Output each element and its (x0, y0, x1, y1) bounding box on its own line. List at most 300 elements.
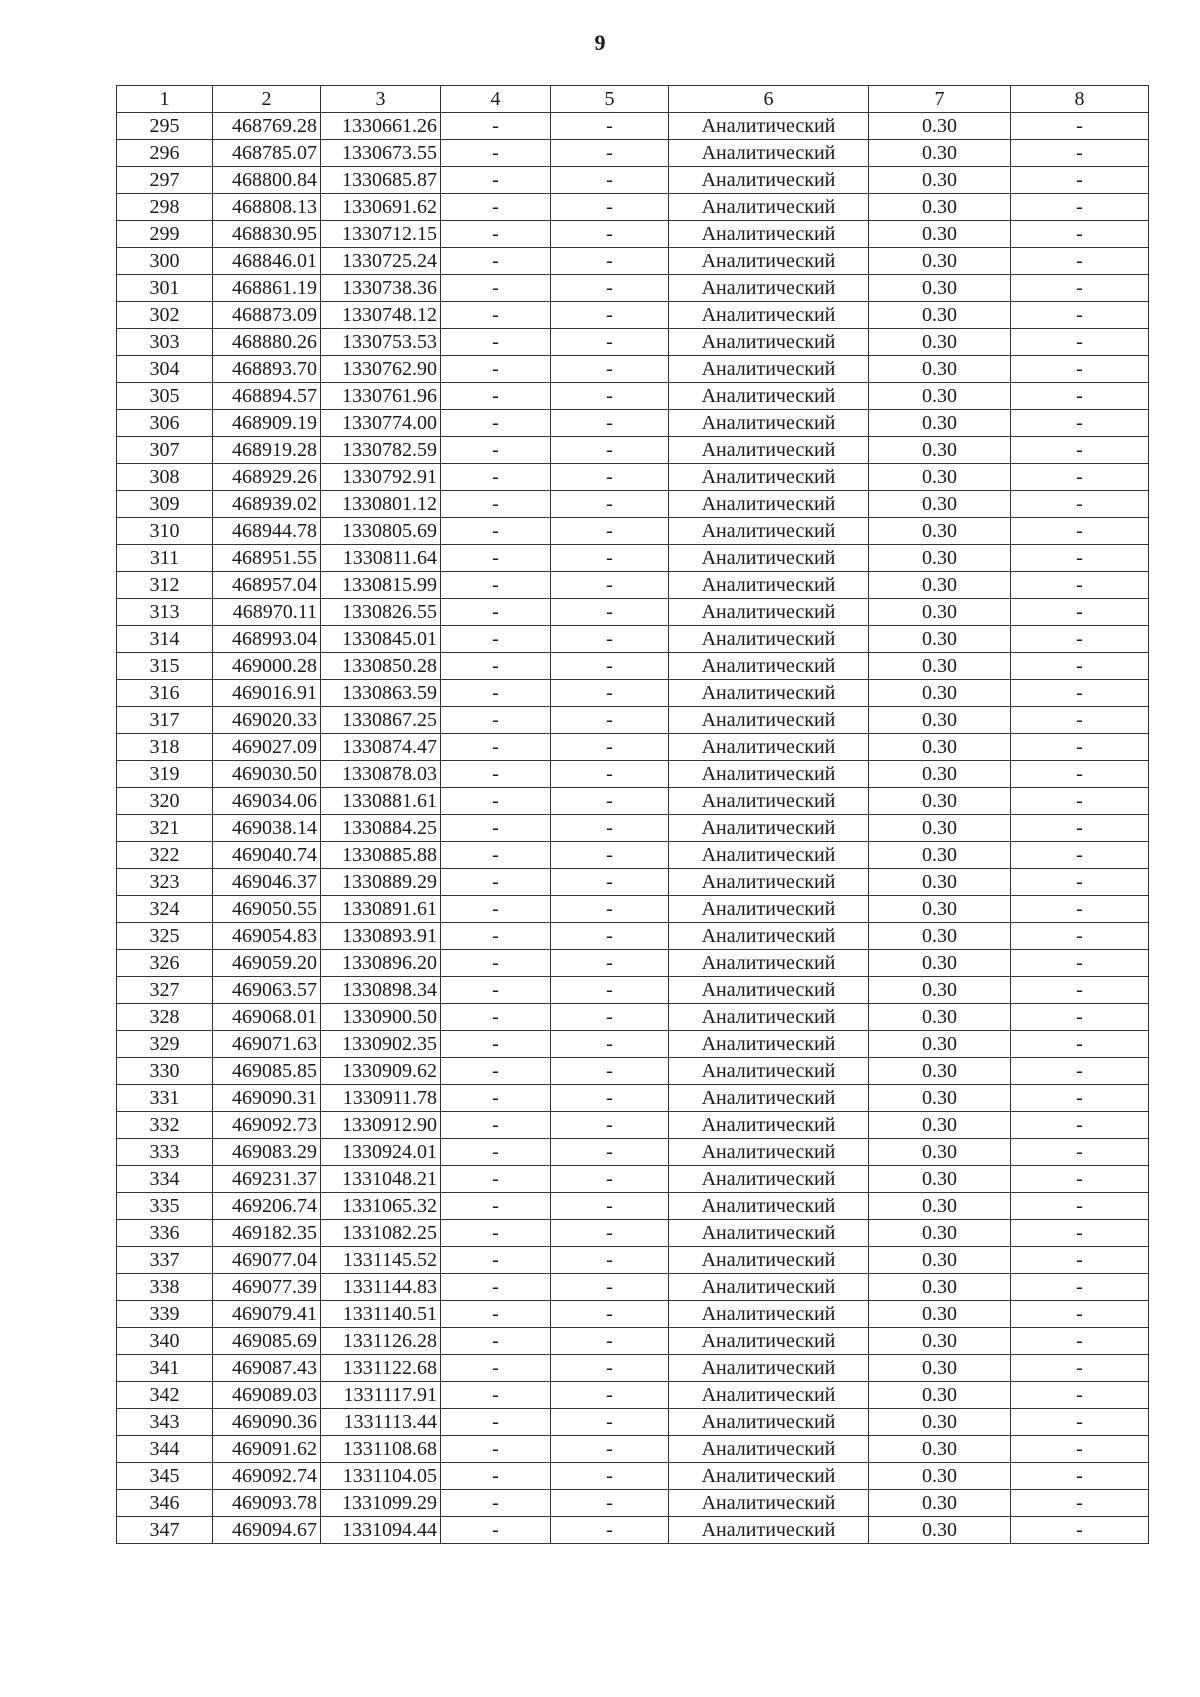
x-coordinate-cell: 469016.91 (213, 680, 321, 707)
cell: - (551, 1382, 669, 1409)
table-row (117, 1247, 1149, 1274)
cell: - (551, 707, 669, 734)
accuracy-cell: 0.30 (869, 572, 1011, 599)
method-cell: Аналитический (669, 491, 869, 518)
point-number-cell: 337 (117, 1247, 213, 1274)
accuracy-cell: 0.30 (869, 1409, 1011, 1436)
x-coordinate-cell: 469050.55 (213, 896, 321, 923)
cell: - (1011, 545, 1149, 572)
cell: - (1011, 1382, 1149, 1409)
accuracy-cell: 0.30 (869, 1355, 1011, 1382)
x-coordinate-cell: 469085.69 (213, 1328, 321, 1355)
method-cell: Аналитический (669, 167, 869, 194)
point-number-cell: 335 (117, 1193, 213, 1220)
y-coordinate-cell: 1330878.03 (321, 761, 441, 788)
cell: - (441, 491, 551, 518)
cell: - (1011, 275, 1149, 302)
accuracy-cell: 0.30 (869, 1382, 1011, 1409)
x-coordinate-cell: 468808.13 (213, 194, 321, 221)
cell: - (551, 815, 669, 842)
accuracy-cell: 0.30 (869, 383, 1011, 410)
method-cell: Аналитический (669, 1193, 869, 1220)
table-row (117, 761, 1149, 788)
cell: - (1011, 1301, 1149, 1328)
x-coordinate-cell: 468929.26 (213, 464, 321, 491)
y-coordinate-cell: 1331145.52 (321, 1247, 441, 1274)
cell: - (551, 275, 669, 302)
cell: - (1011, 1085, 1149, 1112)
cell: - (551, 437, 669, 464)
method-cell: Аналитический (669, 1058, 869, 1085)
cell: - (551, 599, 669, 626)
table-row (117, 923, 1149, 950)
cell: - (441, 1517, 551, 1544)
point-number-cell: 338 (117, 1274, 213, 1301)
point-number-cell: 300 (117, 248, 213, 275)
table-row (117, 977, 1149, 1004)
cell: - (1011, 1463, 1149, 1490)
x-coordinate-cell: 469094.67 (213, 1517, 321, 1544)
cell: - (551, 518, 669, 545)
accuracy-cell: 0.30 (869, 842, 1011, 869)
method-cell: Аналитический (669, 383, 869, 410)
point-number-cell: 340 (117, 1328, 213, 1355)
method-cell: Аналитический (669, 1220, 869, 1247)
method-cell: Аналитический (669, 1247, 869, 1274)
cell: - (1011, 518, 1149, 545)
cell: - (1011, 1031, 1149, 1058)
point-number-cell: 319 (117, 761, 213, 788)
cell: - (441, 275, 551, 302)
cell: - (1011, 1490, 1149, 1517)
accuracy-cell: 0.30 (869, 896, 1011, 923)
point-number-cell: 309 (117, 491, 213, 518)
accuracy-cell: 0.30 (869, 1220, 1011, 1247)
cell: - (551, 1166, 669, 1193)
point-number-cell: 339 (117, 1301, 213, 1328)
cell: - (1011, 356, 1149, 383)
method-cell: Аналитический (669, 734, 869, 761)
table-row (117, 896, 1149, 923)
x-coordinate-cell: 468800.84 (213, 167, 321, 194)
y-coordinate-cell: 1330891.61 (321, 896, 441, 923)
y-coordinate-cell: 1330911.78 (321, 1085, 441, 1112)
method-cell: Аналитический (669, 572, 869, 599)
method-cell: Аналитический (669, 1517, 869, 1544)
method-cell: Аналитический (669, 1139, 869, 1166)
y-coordinate-cell: 1330691.62 (321, 194, 441, 221)
cell: - (1011, 1355, 1149, 1382)
accuracy-cell: 0.30 (869, 1517, 1011, 1544)
cell: - (551, 410, 669, 437)
cell: - (441, 707, 551, 734)
table-row (117, 950, 1149, 977)
table-row (117, 1031, 1149, 1058)
method-cell: Аналитический (669, 248, 869, 275)
method-cell: Аналитический (669, 1274, 869, 1301)
point-number-cell: 297 (117, 167, 213, 194)
method-cell: Аналитический (669, 140, 869, 167)
point-number-cell: 320 (117, 788, 213, 815)
point-number-cell: 299 (117, 221, 213, 248)
table-row (117, 1085, 1149, 1112)
y-coordinate-cell: 1330924.01 (321, 1139, 441, 1166)
accuracy-cell: 0.30 (869, 707, 1011, 734)
point-number-cell: 313 (117, 599, 213, 626)
method-cell: Аналитический (669, 1355, 869, 1382)
cell: - (441, 599, 551, 626)
cell: - (551, 356, 669, 383)
cell: - (551, 383, 669, 410)
table-row (117, 113, 1149, 140)
column-header: 7 (869, 86, 1011, 113)
cell: - (441, 302, 551, 329)
cell: - (1011, 1274, 1149, 1301)
x-coordinate-cell: 468893.70 (213, 356, 321, 383)
table-row (117, 140, 1149, 167)
point-number-cell: 304 (117, 356, 213, 383)
x-coordinate-cell: 468951.55 (213, 545, 321, 572)
cell: - (1011, 761, 1149, 788)
cell: - (551, 1463, 669, 1490)
column-header: 4 (441, 86, 551, 113)
y-coordinate-cell: 1330761.96 (321, 383, 441, 410)
y-coordinate-cell: 1331113.44 (321, 1409, 441, 1436)
cell: - (1011, 977, 1149, 1004)
cell: - (1011, 1436, 1149, 1463)
method-cell: Аналитический (669, 302, 869, 329)
cell: - (441, 1274, 551, 1301)
cell: - (1011, 572, 1149, 599)
y-coordinate-cell: 1330801.12 (321, 491, 441, 518)
cell: - (551, 1247, 669, 1274)
table-row (117, 599, 1149, 626)
x-coordinate-cell: 469090.36 (213, 1409, 321, 1436)
cell: - (551, 1139, 669, 1166)
cell: - (551, 1004, 669, 1031)
cell: - (1011, 707, 1149, 734)
x-coordinate-cell: 469034.06 (213, 788, 321, 815)
method-cell: Аналитический (669, 1328, 869, 1355)
x-coordinate-cell: 468769.28 (213, 113, 321, 140)
point-number-cell: 310 (117, 518, 213, 545)
x-coordinate-cell: 468970.11 (213, 599, 321, 626)
cell: - (441, 923, 551, 950)
point-number-cell: 324 (117, 896, 213, 923)
point-number-cell: 306 (117, 410, 213, 437)
cell: - (441, 410, 551, 437)
point-number-cell: 331 (117, 1085, 213, 1112)
cell: - (1011, 140, 1149, 167)
accuracy-cell: 0.30 (869, 221, 1011, 248)
cell: - (551, 842, 669, 869)
point-number-cell: 307 (117, 437, 213, 464)
y-coordinate-cell: 1331104.05 (321, 1463, 441, 1490)
cell: - (551, 167, 669, 194)
accuracy-cell: 0.30 (869, 788, 1011, 815)
cell: - (1011, 221, 1149, 248)
x-coordinate-cell: 469206.74 (213, 1193, 321, 1220)
cell: - (441, 356, 551, 383)
cell: - (1011, 1193, 1149, 1220)
y-coordinate-cell: 1330896.20 (321, 950, 441, 977)
point-number-cell: 336 (117, 1220, 213, 1247)
x-coordinate-cell: 469020.33 (213, 707, 321, 734)
table-row (117, 1139, 1149, 1166)
point-number-cell: 312 (117, 572, 213, 599)
y-coordinate-cell: 1330774.00 (321, 410, 441, 437)
cell: - (551, 680, 669, 707)
cell: - (551, 1517, 669, 1544)
x-coordinate-cell: 469063.57 (213, 977, 321, 1004)
point-number-cell: 342 (117, 1382, 213, 1409)
method-cell: Аналитический (669, 545, 869, 572)
method-cell: Аналитический (669, 599, 869, 626)
table-row (117, 248, 1149, 275)
cell: - (441, 1355, 551, 1382)
point-number-cell: 328 (117, 1004, 213, 1031)
page-number: 9 (594, 30, 606, 55)
table-row (117, 1112, 1149, 1139)
method-cell: Аналитический (669, 950, 869, 977)
cell: - (1011, 410, 1149, 437)
point-number-cell: 314 (117, 626, 213, 653)
table-row (117, 1220, 1149, 1247)
cell: - (1011, 194, 1149, 221)
cell: - (441, 140, 551, 167)
table-row (117, 1436, 1149, 1463)
table-row (117, 1463, 1149, 1490)
cell: - (551, 977, 669, 1004)
cell: - (551, 653, 669, 680)
x-coordinate-cell: 469083.29 (213, 1139, 321, 1166)
table-row (117, 1382, 1149, 1409)
cell: - (1011, 1004, 1149, 1031)
method-cell: Аналитический (669, 464, 869, 491)
column-header: 5 (551, 86, 669, 113)
cell: - (551, 1274, 669, 1301)
point-number-cell: 308 (117, 464, 213, 491)
x-coordinate-cell: 469079.41 (213, 1301, 321, 1328)
cell: - (551, 869, 669, 896)
y-coordinate-cell: 1330874.47 (321, 734, 441, 761)
cell: - (551, 626, 669, 653)
accuracy-cell: 0.30 (869, 140, 1011, 167)
x-coordinate-cell: 468873.09 (213, 302, 321, 329)
cell: - (551, 1301, 669, 1328)
method-cell: Аналитический (669, 1463, 869, 1490)
method-cell: Аналитический (669, 518, 869, 545)
cell: - (1011, 1247, 1149, 1274)
x-coordinate-cell: 469231.37 (213, 1166, 321, 1193)
cell: - (551, 1220, 669, 1247)
accuracy-cell: 0.30 (869, 113, 1011, 140)
cell: - (551, 113, 669, 140)
accuracy-cell: 0.30 (869, 1031, 1011, 1058)
method-cell: Аналитический (669, 356, 869, 383)
cell: - (551, 329, 669, 356)
method-cell: Аналитический (669, 869, 869, 896)
x-coordinate-cell: 469087.43 (213, 1355, 321, 1382)
cell: - (441, 680, 551, 707)
y-coordinate-cell: 1330792.91 (321, 464, 441, 491)
method-cell: Аналитический (669, 1166, 869, 1193)
cell: - (441, 761, 551, 788)
y-coordinate-cell: 1330712.15 (321, 221, 441, 248)
x-coordinate-cell: 468957.04 (213, 572, 321, 599)
x-coordinate-cell: 469182.35 (213, 1220, 321, 1247)
cell: - (441, 464, 551, 491)
table-row (117, 707, 1149, 734)
accuracy-cell: 0.30 (869, 1463, 1011, 1490)
table-row (117, 869, 1149, 896)
y-coordinate-cell: 1330673.55 (321, 140, 441, 167)
x-coordinate-cell: 469054.83 (213, 923, 321, 950)
coordinates-table (116, 85, 1149, 1544)
y-coordinate-cell: 1330805.69 (321, 518, 441, 545)
cell: - (551, 302, 669, 329)
y-coordinate-cell: 1330912.90 (321, 1112, 441, 1139)
y-coordinate-cell: 1331117.91 (321, 1382, 441, 1409)
y-coordinate-cell: 1331108.68 (321, 1436, 441, 1463)
x-coordinate-cell: 469027.09 (213, 734, 321, 761)
cell: - (1011, 302, 1149, 329)
table-row (117, 788, 1149, 815)
table-row (117, 572, 1149, 599)
cell: - (1011, 437, 1149, 464)
y-coordinate-cell: 1330885.88 (321, 842, 441, 869)
point-number-cell: 315 (117, 653, 213, 680)
point-number-cell: 325 (117, 923, 213, 950)
y-coordinate-cell: 1330738.36 (321, 275, 441, 302)
table-row (117, 1328, 1149, 1355)
cell: - (441, 815, 551, 842)
table-row (117, 194, 1149, 221)
y-coordinate-cell: 1330845.01 (321, 626, 441, 653)
point-number-cell: 323 (117, 869, 213, 896)
table-row (117, 383, 1149, 410)
accuracy-cell: 0.30 (869, 1085, 1011, 1112)
table-row (117, 275, 1149, 302)
method-cell: Аналитический (669, 896, 869, 923)
cell: - (1011, 329, 1149, 356)
point-number-cell: 341 (117, 1355, 213, 1382)
cell: - (441, 1085, 551, 1112)
x-coordinate-cell: 469092.73 (213, 1112, 321, 1139)
accuracy-cell: 0.30 (869, 1274, 1011, 1301)
table-row (117, 1355, 1149, 1382)
y-coordinate-cell: 1330909.62 (321, 1058, 441, 1085)
cell: - (441, 545, 551, 572)
x-coordinate-cell: 469090.31 (213, 1085, 321, 1112)
table-row (117, 1166, 1149, 1193)
y-coordinate-cell: 1330815.99 (321, 572, 441, 599)
cell: - (551, 221, 669, 248)
y-coordinate-cell: 1331094.44 (321, 1517, 441, 1544)
cell: - (441, 1247, 551, 1274)
table-row (117, 1517, 1149, 1544)
method-cell: Аналитический (669, 221, 869, 248)
cell: - (441, 977, 551, 1004)
table-row (117, 329, 1149, 356)
table-row (117, 1301, 1149, 1328)
accuracy-cell: 0.30 (869, 248, 1011, 275)
accuracy-cell: 0.30 (869, 626, 1011, 653)
table-row (117, 1193, 1149, 1220)
table-header-row (117, 86, 1149, 113)
table-row (117, 626, 1149, 653)
x-coordinate-cell: 469091.62 (213, 1436, 321, 1463)
accuracy-cell: 0.30 (869, 410, 1011, 437)
cell: - (1011, 842, 1149, 869)
method-cell: Аналитический (669, 923, 869, 950)
cell: - (551, 1328, 669, 1355)
cell: - (441, 221, 551, 248)
y-coordinate-cell: 1330893.91 (321, 923, 441, 950)
cell: - (1011, 896, 1149, 923)
column-header: 3 (321, 86, 441, 113)
column-header: 1 (117, 86, 213, 113)
cell: - (1011, 383, 1149, 410)
x-coordinate-cell: 469040.74 (213, 842, 321, 869)
point-number-cell: 298 (117, 194, 213, 221)
method-cell: Аналитический (669, 1409, 869, 1436)
table-row (117, 653, 1149, 680)
method-cell: Аналитический (669, 761, 869, 788)
x-coordinate-cell: 468919.28 (213, 437, 321, 464)
accuracy-cell: 0.30 (869, 1490, 1011, 1517)
point-number-cell: 345 (117, 1463, 213, 1490)
cell: - (441, 1220, 551, 1247)
cell: - (1011, 923, 1149, 950)
cell: - (1011, 626, 1149, 653)
x-coordinate-cell: 468939.02 (213, 491, 321, 518)
table-row (117, 734, 1149, 761)
accuracy-cell: 0.30 (869, 923, 1011, 950)
accuracy-cell: 0.30 (869, 653, 1011, 680)
table-body (117, 113, 1149, 1544)
x-coordinate-cell: 468846.01 (213, 248, 321, 275)
cell: - (551, 1112, 669, 1139)
table-row (117, 1409, 1149, 1436)
accuracy-cell: 0.30 (869, 1139, 1011, 1166)
cell: - (441, 1058, 551, 1085)
table-row (117, 1490, 1149, 1517)
cell: - (441, 1166, 551, 1193)
table-row (117, 167, 1149, 194)
point-number-cell: 321 (117, 815, 213, 842)
accuracy-cell: 0.30 (869, 1112, 1011, 1139)
cell: - (551, 1085, 669, 1112)
accuracy-cell: 0.30 (869, 518, 1011, 545)
cell: - (551, 761, 669, 788)
accuracy-cell: 0.30 (869, 1247, 1011, 1274)
cell: - (441, 194, 551, 221)
cell: - (441, 1328, 551, 1355)
y-coordinate-cell: 1330884.25 (321, 815, 441, 842)
cell: - (1011, 1112, 1149, 1139)
y-coordinate-cell: 1330900.50 (321, 1004, 441, 1031)
method-cell: Аналитический (669, 1031, 869, 1058)
x-coordinate-cell: 468993.04 (213, 626, 321, 653)
accuracy-cell: 0.30 (869, 761, 1011, 788)
method-cell: Аналитический (669, 410, 869, 437)
y-coordinate-cell: 1331065.32 (321, 1193, 441, 1220)
cell: - (441, 1409, 551, 1436)
column-header: 6 (669, 86, 869, 113)
cell: - (441, 788, 551, 815)
cell: - (551, 464, 669, 491)
